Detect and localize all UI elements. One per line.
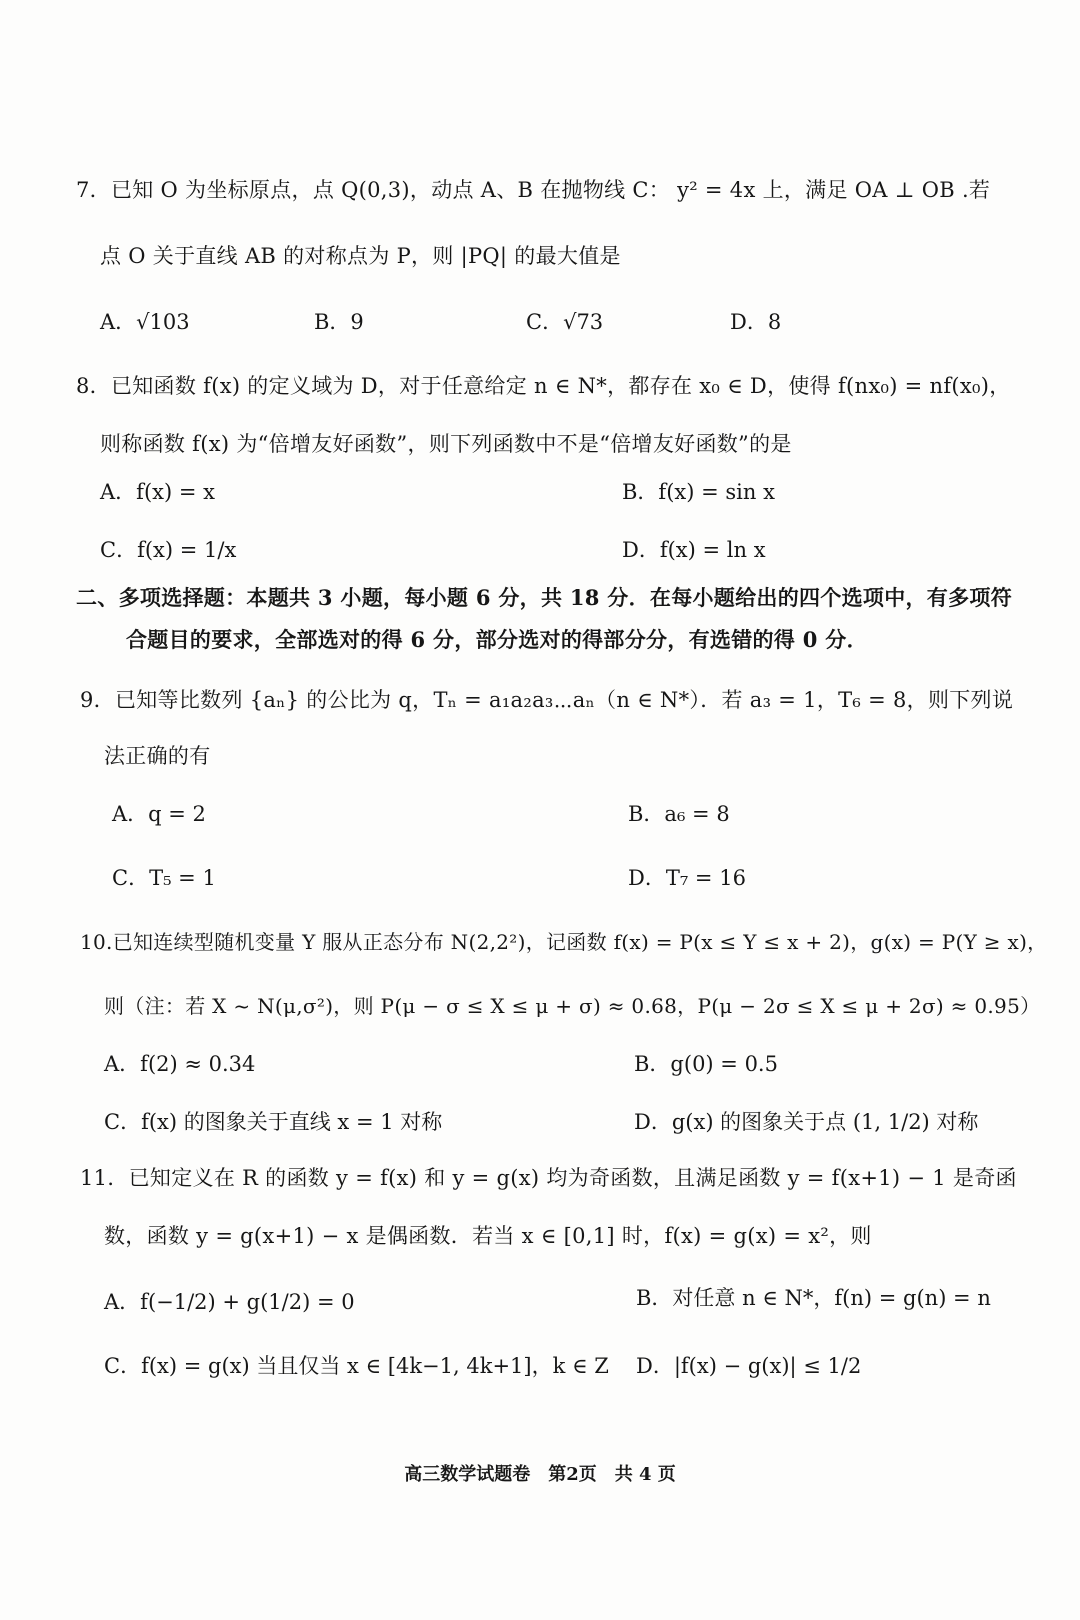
q11-option-c: C．f(x) = g(x) 当且仅当 x ∈ [4k−1, 4k+1]，k ∈ Z: [104, 1354, 609, 1378]
q9-option-d: D．T₇ = 16: [628, 866, 746, 890]
q10-option-d: D．g(x) 的图象关于点 (1, 1/2) 对称: [634, 1110, 979, 1134]
q8-option-c: C．f(x) = 1/x: [100, 538, 237, 562]
q10-option-b: B．g(0) = 0.5: [634, 1052, 778, 1076]
section2-heading-line2: 合题目的要求，全部选对的得 6 分，部分选对的得部分分，有选错的得 0 分．: [126, 627, 868, 652]
q11-option-a: A．f(−1/2) + g(1/2) = 0: [104, 1290, 355, 1314]
q7-option-c: C．√73: [526, 310, 604, 334]
q9-option-b: B．a₆ = 8: [628, 802, 730, 826]
q11-option-b: B．对任意 n ∈ N*，f(n) = g(n) = n: [636, 1286, 991, 1310]
q8-option-b: B．f(x) = sin x: [622, 480, 775, 504]
q10-stem-line1: 10.已知连续型随机变量 Y 服从正态分布 N(2,2²)，记函数 f(x) = P(x ≤ Y ≤ x + 2)，g(x) = P(Y ≥ x)，: [80, 930, 1048, 954]
q11-option-d: D．|f(x) − g(x)| ≤ 1/2: [636, 1354, 862, 1378]
q8-stem-line2: 则称函数 f(x) 为“倍增友好函数”，则下列函数中不是“倍增友好函数”的是: [100, 432, 792, 456]
q8-stem-line1: 8．已知函数 f(x) 的定义域为 D，对于任意给定 n ∈ N*，都存在 x₀ ∈ D，使得 f(nx₀) = nf(x₀)，: [76, 374, 1011, 398]
q8-option-d: D．f(x) = ln x: [622, 538, 766, 562]
q7-stem-line2: 点 O 关于直线 AB 的对称点为 P，则 |PQ| 的最大值是: [100, 244, 621, 268]
q11-stem-line2: 数，函数 y = g(x+1) − x 是偶函数．若当 x ∈ [0,1] 时，f(x) = g(x) = x²，则: [104, 1224, 872, 1248]
q7-stem-line1: 7．已知 O 为坐标原点，点 Q(0,3)，动点 A、B 在抛物线 C： y² = 4x 上，满足 OA ⊥ OB .若: [76, 178, 991, 202]
q10-stem-line2: 则（注：若 X ~ N(μ,σ²)，则 P(μ − σ ≤ X ≤ μ + σ) ≈ 0.68，P(μ − 2σ ≤ X ≤ μ + 2σ) ≈ 0.95）: [104, 994, 1041, 1018]
q9-option-a: A．q = 2: [112, 802, 206, 826]
q9-stem-line2: 法正确的有: [104, 744, 211, 768]
q7-option-d: D．8: [730, 310, 782, 334]
q9-option-c: C．T₅ = 1: [112, 866, 216, 890]
q8-option-a: A．f(x) = x: [100, 480, 215, 504]
q11-stem-line1: 11．已知定义在 R 的函数 y = f(x) 和 y = g(x) 均为奇函数，且满足函数 y = f(x+1) − 1 是奇函: [80, 1166, 1017, 1190]
section2-heading-line1: 二、多项选择题：本题共 3 小题，每小题 6 分，共 18 分．在每小题给出的四个选项中，有多项符: [76, 585, 1013, 610]
q7-option-a: A．√103: [100, 310, 190, 334]
page-footer: 高三数学试题卷 第2页 共 4 页: [404, 1464, 676, 1485]
q9-stem-line1: 9．已知等比数列 {aₙ} 的公比为 q，Tₙ = a₁a₂a₃⋯aₙ（n ∈ N*）．若 a₃ = 1，T₆ = 8，则下列说: [80, 688, 1014, 712]
q10-option-c: C．f(x) 的图象关于直线 x = 1 对称: [104, 1110, 443, 1134]
q10-option-a: A．f(2) ≈ 0.34: [104, 1052, 256, 1076]
q7-option-b: B．9: [314, 310, 364, 334]
